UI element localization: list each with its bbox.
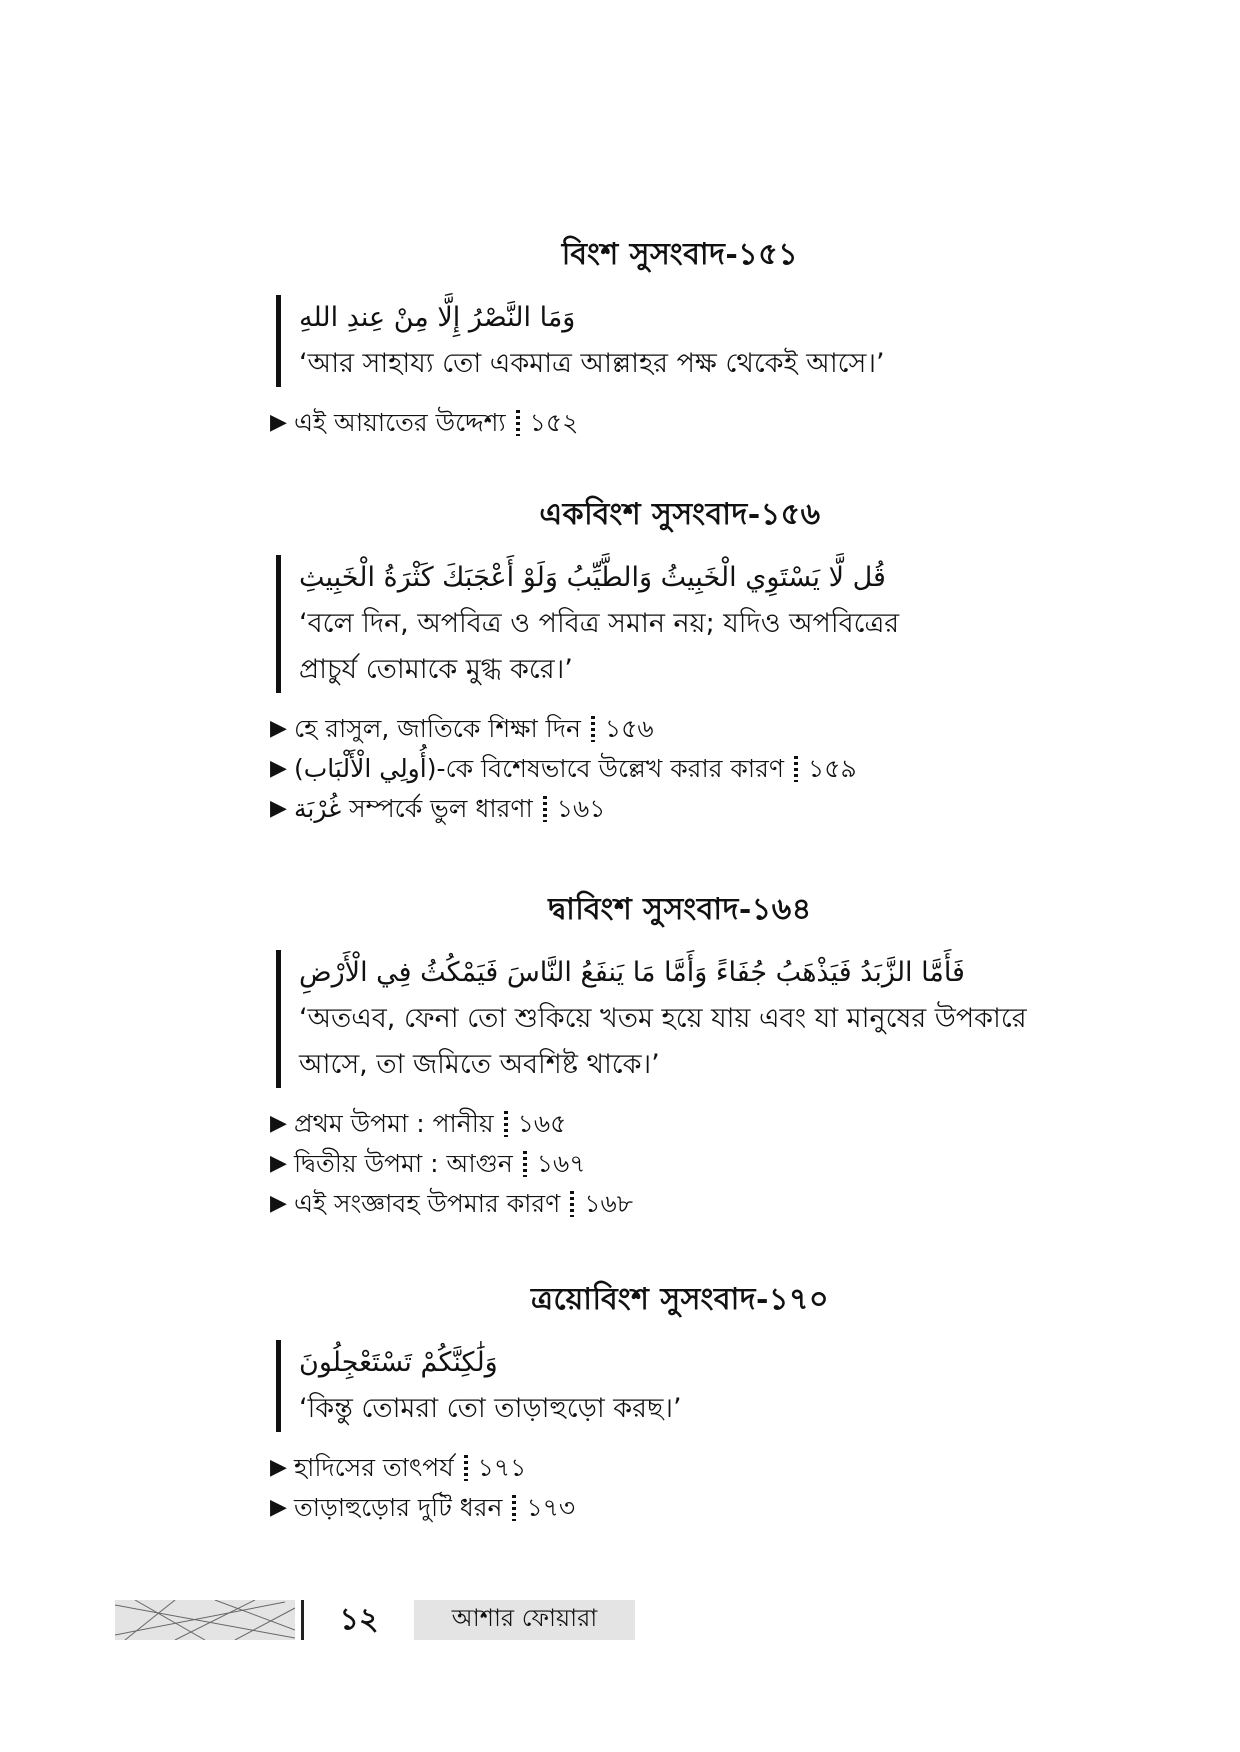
footer-decoration [115, 1600, 295, 1640]
dotted-separator-icon [516, 410, 520, 436]
topic-item[interactable]: ▶ হাদিসের তাৎপর্য ১৭১ [270, 1448, 1090, 1488]
triangle-bullet-icon: ▶ [270, 716, 287, 741]
topic-item[interactable]: ▶ প্রথম উপমা : পানীয় ১৬৫ [270, 1104, 1090, 1144]
crosshatch-decoration-icon [115, 1600, 295, 1640]
translation-line: ‘বলে দিন, অপবিত্র ও পবিত্র সমান নয়; যদিও অপবিত্রের [299, 608, 900, 639]
section-20 [270, 230, 1090, 443]
page-ref: ১৭১ [477, 1453, 527, 1482]
arabic-verse: فَأَمَّا الزَّبَدُ فَيَذْهَبُ جُفَاءً وَأَمَّا مَا يَنفَعُ النَّاسَ فَيَمْكُثُ فِي الْأَرْضِ [299, 957, 965, 988]
topic-item[interactable]: ▶ এই আয়াতের উদ্দেশ্য ১৫২ [270, 403, 1090, 443]
topic-list [270, 1104, 1090, 1224]
section-21 [270, 490, 1090, 829]
page-ref: ১৭৩ [526, 1493, 576, 1522]
page-ref: ১৬১ [556, 794, 606, 823]
section-heading: একবিংশ সুসংবাদ-১৫৬ [539, 497, 821, 532]
translation-line: প্রাচুর্য তোমাকে মুগ্ধ করে।’ [299, 654, 573, 685]
section-heading: দ্বাবিংশ সুসংবাদ-১৬৪ [548, 892, 812, 927]
triangle-bullet-icon: ▶ [270, 1151, 287, 1176]
translation-line: ‘কিন্তু তোমরা তো তাড়াহুড়ো করছ।’ [299, 1393, 682, 1424]
dotted-separator-icon [523, 1151, 527, 1177]
topic-item[interactable]: ▶ হে রাসুল, জাতিকে শিক্ষা দিন ১৫৬ [270, 709, 1090, 749]
quote-block [276, 295, 1090, 387]
translation-line: ‘আর সাহায্য তো একমাত্র আল্লাহর পক্ষ থেকেই আসে।’ [299, 348, 885, 379]
dotted-separator-icon [543, 796, 547, 822]
topic-item[interactable]: ▶ غُرْبَة সম্পর্কে ভুল ধারণা ১৬১ [270, 789, 1090, 829]
dotted-separator-icon [794, 756, 798, 782]
triangle-bullet-icon: ▶ [270, 756, 287, 781]
page-ref: ১৬৭ [536, 1149, 586, 1178]
page-ref: ১৫২ [529, 408, 579, 437]
topic-item[interactable]: ▶ (أُولِي الْأَلْبَاب)-কে বিশেষভাবে উল্লেখ করার কারণ ১৫৯ [270, 749, 1090, 789]
translation-line: আসে, তা জমিতে অবশিষ্ট থাকে।’ [299, 1049, 660, 1080]
arabic-verse: قُل لَّا يَسْتَوِي الْخَبِيثُ وَالطَّيِّبُ وَلَوْ أَعْجَبَكَ كَثْرَةُ الْخَبِيثِ [299, 562, 886, 593]
topic-item[interactable]: ▶ এই সংজ্ঞাবহ উপমার কারণ ১৬৮ [270, 1184, 1090, 1224]
dotted-separator-icon [504, 1111, 508, 1137]
arabic-verse: وَلَٰكِنَّكُمْ تَسْتَعْجِلُونَ [299, 1347, 498, 1378]
section-22 [270, 885, 1090, 1224]
arabic-verse: وَمَا النَّصْرُ إِلَّا مِنْ عِندِ اللهِ [299, 302, 576, 333]
page-footer [115, 1600, 635, 1640]
section-23 [270, 1275, 1090, 1528]
topic-list [270, 403, 1090, 443]
quote-block [276, 555, 1090, 693]
dotted-separator-icon [591, 716, 595, 742]
page-ref: ১৫৯ [808, 754, 857, 783]
page-ref: ১৬৮ [584, 1189, 634, 1218]
topic-item[interactable]: ▶ তাড়াহুড়োর দুটি ধরন ১৭৩ [270, 1488, 1090, 1528]
topic-item[interactable]: ▶ দ্বিতীয় উপমা : আগুন ১৬৭ [270, 1144, 1090, 1184]
book-title: আশার ফোয়ারা [414, 1600, 635, 1640]
topic-list [270, 1448, 1090, 1528]
page-ref: ১৫৬ [604, 714, 654, 743]
triangle-bullet-icon: ▶ [270, 796, 287, 821]
section-heading: ত্রয়োবিংশ সুসংবাদ-১৭০ [531, 1282, 829, 1317]
section-heading: বিংশ সুসংবাদ-১৫১ [561, 237, 799, 272]
dotted-separator-icon [570, 1191, 574, 1217]
triangle-bullet-icon: ▶ [270, 1191, 287, 1216]
quote-block [276, 1340, 1090, 1432]
triangle-bullet-icon: ▶ [270, 410, 287, 435]
triangle-bullet-icon: ▶ [270, 1455, 287, 1480]
dotted-separator-icon [464, 1455, 468, 1481]
triangle-bullet-icon: ▶ [270, 1111, 287, 1136]
page-ref: ১৬৫ [517, 1109, 567, 1138]
dotted-separator-icon [512, 1495, 516, 1521]
triangle-bullet-icon: ▶ [270, 1495, 287, 1520]
translation-line: ‘অতএব, ফেনা তো শুকিয়ে খতম হয়ে যায় এবং যা মানুষের উপকারে [299, 1003, 1027, 1034]
page-number: ১২ [339, 1601, 379, 1637]
quote-block [276, 950, 1090, 1088]
topic-list [270, 709, 1090, 829]
